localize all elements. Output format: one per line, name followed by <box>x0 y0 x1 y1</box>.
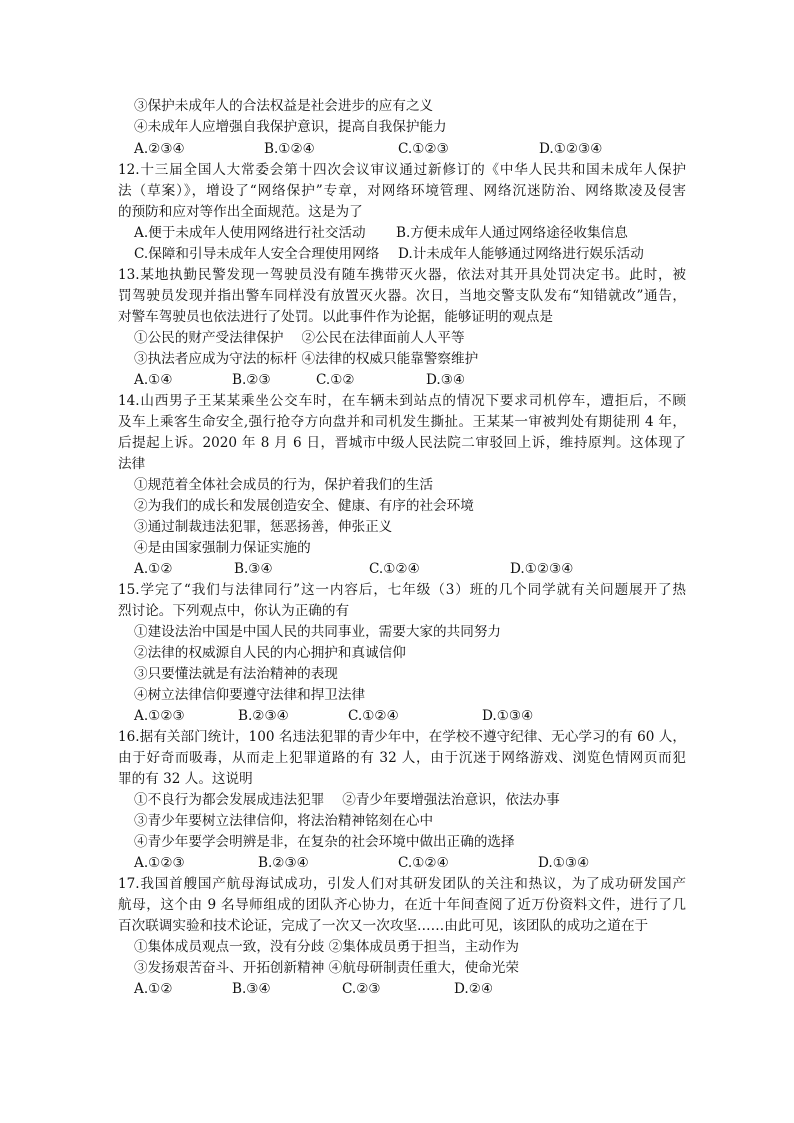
q17-option-a[interactable]: A.①② <box>134 981 173 997</box>
q16-options <box>134 853 684 873</box>
q14-stem-line-4: 法律 <box>118 456 146 472</box>
q15-item-2: ②法律的权威源自人民的内心拥护和真诚信仰 <box>134 645 406 661</box>
q14-stem-line-2: 及车上乘客生命安全,强行抢夺方向盘并和司机发生撕扯。王某某一审被判处有期徒刑 4 年， <box>118 414 686 430</box>
q15-stem-line-1: 15.学完了“我们与法律同行”这一内容后，七年级（3）班的几个同学就有关问题展开了热 <box>118 582 686 598</box>
q11-option-b[interactable]: B.①②④ <box>264 141 315 157</box>
q17-option-c[interactable]: C.②③ <box>342 981 381 997</box>
q16-items-line-3: ④青少年要学会明辨是非，在复杂的社会环境中做出正确的选择 <box>134 834 515 850</box>
q15-option-c[interactable]: C.①②④ <box>348 708 399 724</box>
q13-option-a[interactable]: A.①④ <box>134 372 173 388</box>
q17-stem-line-1: 17.我国首艘国产航母海试成功，引发人们对其研发团队的关注和热议，为了成功研发国产 <box>118 876 686 892</box>
q12-stem-line-2: 法（草案）》，增设了“网络保护”专章，对网络环境管理、网络沉迷防治、网络欺凌及侵害 <box>118 183 686 199</box>
q14-item-2: ②为我们的成长和发展创造安全、健康、有序的社会环境 <box>134 498 474 514</box>
q13-stem-line-2: 罚驾驶员发现并指出警车同样没有放置灭火器。次日，当地交警支队发布“知错就改”通告， <box>118 288 686 304</box>
q14-option-a[interactable]: A.①② <box>134 561 173 577</box>
q12-options-row-2 <box>134 244 684 264</box>
q12-option-b[interactable]: B.方便未成年人通过网络途径收集信息 <box>396 225 628 241</box>
q15-options <box>134 706 684 726</box>
q11-options <box>134 139 684 159</box>
q13-option-c[interactable]: C.①② <box>316 372 355 388</box>
q15-option-d[interactable]: D.①③④ <box>482 708 534 724</box>
q14-option-b[interactable]: B.③④ <box>234 561 273 577</box>
q17-option-d[interactable]: D.②④ <box>454 981 494 997</box>
q11-option-d[interactable]: D.①②③④ <box>539 141 603 157</box>
q14-item-4: ④是由国家强制力保证实施的 <box>134 540 311 556</box>
q16-items-line-1: ①不良行为都会发展成违法犯罪 ②青少年要增强法治意识，依法办事 <box>134 792 560 808</box>
q14-item-1: ①规范着全体社会成员的行为，保护着我们的生活 <box>134 477 434 493</box>
q12-option-d[interactable]: D.计未成年人能够通过网络进行娱乐活动 <box>398 246 644 262</box>
q13-stem-line-1: 13.某地执勤民警发现一驾驶员没有随车携带灭火器，依法对其开具处罚决定书。此时，被 <box>118 267 686 283</box>
q13-items-line-2: ③执法者应成为守法的标杆 ④法律的权威只能靠警察维护 <box>134 351 479 367</box>
q11-option-a[interactable]: A.②③④ <box>134 141 185 157</box>
q17-options <box>134 979 684 999</box>
q14-option-d[interactable]: D.①②③④ <box>510 561 574 577</box>
q16-items-line-2: ③青少年要树立法律信仰，将法治精神铭刻在心中 <box>134 813 434 829</box>
q15-option-a[interactable]: A.①②③ <box>134 708 185 724</box>
q13-stem-line-3: 对警车驾驶员也依法进行了处罚。以此事件作为论据，能够证明的观点是 <box>118 309 553 325</box>
q15-option-b[interactable]: B.②③④ <box>238 708 289 724</box>
q12-stem-line-1: 12.十三届全国人大常委会第十四次会议审议通过新修订的《中华人民共和国未成年人保护 <box>118 162 686 178</box>
q16-option-b[interactable]: B.②③④ <box>258 855 309 871</box>
q12-option-a[interactable]: A.便于未成年人使用网络进行社交活动 <box>134 225 366 241</box>
q16-stem-line-1: 16.据有关部门统计，100 名违法犯罪的青少年中，在学校不遵守纪律、无心学习的有 60 人， <box>118 729 686 745</box>
q12-options-row-1 <box>134 223 684 243</box>
q17-option-b[interactable]: B.③④ <box>232 981 271 997</box>
q13-options <box>134 370 684 390</box>
q12-stem-line-3: 的预防和应对等作出全面规范。这是为了 <box>118 204 363 220</box>
q17-items-line-2: ③发扬艰苦奋斗、开拓创新精神 ④航母研制责任重大，使命光荣 <box>134 960 519 976</box>
q15-stem-line-2: 烈讨论。下列观点中，你认为正确的有 <box>118 603 350 619</box>
q14-stem-line-1: 14.山西男子王某某乘坐公交车时，在车辆未到站点的情况下要求司机停车，遭拒后，不顾 <box>118 393 686 409</box>
q14-stem-line-3: 后提起上诉。2020 年 8 月 6 日，晋城市中级人民法院二审驳回上诉，维持原判。这体现了 <box>118 435 686 451</box>
q16-stem-line-2: 由于好奇而吸毒，从而走上犯罪道路的有 32 人，由于沉迷于网络游戏、浏览色情网页而犯 <box>118 750 686 766</box>
q17-stem-line-2: 航母，这个由 9 名导师组成的团队齐心协力，在近十年间查阅了近万份资料文件，进行了几 <box>118 897 686 913</box>
q17-stem-line-3: 百次联调实验和技术论证，完成了一次又一次攻坚……由此可见，该团队的成功之道在于 <box>118 918 649 934</box>
q13-items-line-1: ①公民的财产受法律保护 ②公民在法律面前人人平等 <box>134 330 465 346</box>
q11-option-c[interactable]: C.①②③ <box>398 141 449 157</box>
q12-option-c[interactable]: C.保障和引导未成年人安全合理使用网络 <box>134 246 380 262</box>
q13-option-d[interactable]: D.③④ <box>426 372 466 388</box>
q14-item-3: ③通过制裁违法犯罪，惩恶扬善，伸张正义 <box>134 519 393 535</box>
q16-option-c[interactable]: C.①②④ <box>398 855 449 871</box>
q16-option-d[interactable]: D.①③④ <box>538 855 590 871</box>
q14-options <box>134 559 684 579</box>
q16-option-a[interactable]: A.①②③ <box>134 855 185 871</box>
q15-item-3: ③只要懂法就是有法治精神的表现 <box>134 666 338 682</box>
q13-option-b[interactable]: B.②③ <box>232 372 271 388</box>
q15-item-1: ①建设法治中国是中国人民的共同事业，需要大家的共同努力 <box>134 624 502 640</box>
q15-item-4: ④树立法律信仰要遵守法律和捍卫法律 <box>134 687 366 703</box>
q11-item-3: ③保护未成年人的合法权益是社会进步的应有之义 <box>134 98 434 114</box>
q17-items-line-1: ①集体成员观点一致，没有分歧 ②集体成员勇于担当，主动作为 <box>134 939 519 955</box>
q11-item-4: ④未成年人应增强自我保护意识，提高自我保护能力 <box>134 119 447 135</box>
q14-option-c[interactable]: C.①②④ <box>369 561 420 577</box>
q16-stem-line-3: 罪的有 32 人。这说明 <box>118 771 253 787</box>
